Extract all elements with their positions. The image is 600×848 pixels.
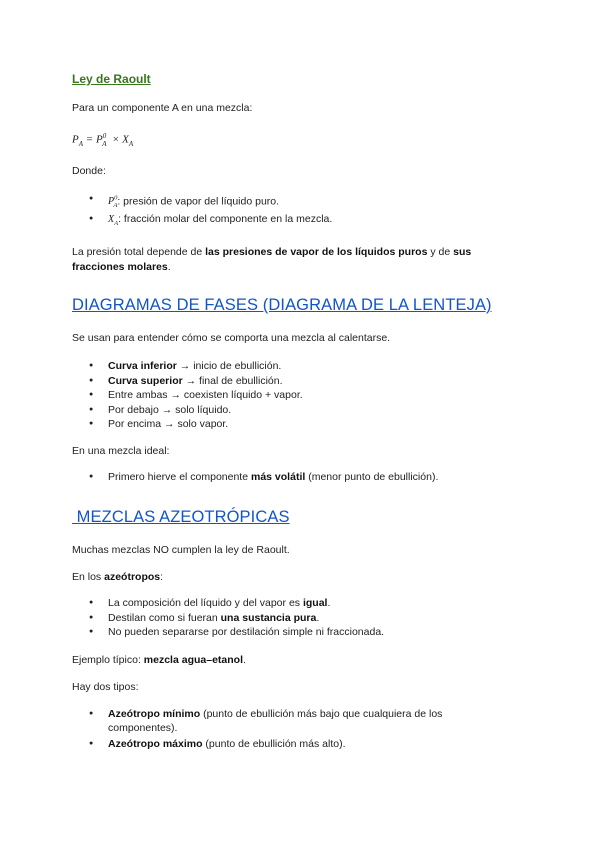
azeo-list (72, 596, 542, 640)
list-item: ● Por debajo → solo líquido. (72, 403, 542, 418)
ideal-label: En una mezcla ideal: (72, 445, 170, 457)
azeo-intro: Muchas mezclas NO cumplen la ley de Raoult. (72, 544, 290, 556)
list-item: ● $X_A$: fracción molar del componente en la mezcla. (72, 212, 542, 227)
list-item: ● Azeótropo mínimo (punto de ebullición más bajo que cualquiera de los componentes). (72, 707, 542, 737)
raoult-intro: Para un componente A en una mezcla: (72, 102, 253, 114)
list-item: ● Curva inferior → inicio de ebullición. (72, 359, 542, 374)
ideal-list (72, 470, 542, 485)
list-item: ● No pueden separarse por destilación simple ni fraccionada. (72, 625, 542, 640)
list-item: ● Curva superior → final de ebullición. (72, 374, 542, 389)
heading-raoult: Ley de Raoult (72, 72, 151, 86)
tipos-list (72, 707, 542, 752)
raoult-total-line2: fracciones molares. (72, 261, 171, 273)
azeotropos-label: En los azeótropos: (72, 571, 164, 583)
heading-diagramas: DIAGRAMAS DE FASES (DIAGRAMA DE LA LENTEJA) (72, 296, 492, 314)
list-item: ● Por encima → solo vapor. (72, 417, 542, 432)
list-item: ● $P^0_A$: presión de vapor del líquido puro. (72, 192, 542, 207)
raoult-formula: $P_A = P^0_A \times X_A$ (72, 132, 134, 148)
raoult-total-line1: La presión total depende de las presiones de vapor de los líquidos puros y de sus (72, 246, 472, 258)
list-item: ● Entre ambas → coexisten líquido + vapor. (72, 388, 542, 403)
list-item: ● Primero hierve el componente más volátil (menor punto de ebullición). (72, 470, 542, 485)
list-item: ● La composición del líquido y del vapor es igual. (72, 596, 542, 611)
diagramas-intro: Se usan para entender cómo se comporta una mezcla al calentarse. (72, 332, 391, 344)
list-item: ● Azeótropo máximo (punto de ebullición más alto). (72, 737, 542, 752)
tipos-label: Hay dos tipos: (72, 681, 139, 693)
list-item: ● Destilan como si fueran una sustancia pura. (72, 611, 542, 626)
diagramas-list (72, 359, 542, 432)
heading-azeotropicas: MEZCLAS AZEOTRÓPICAS (72, 508, 290, 526)
ejemplo-line: Ejemplo típico: mezcla agua–etanol. (72, 654, 246, 666)
raoult-definitions (72, 192, 542, 226)
donde-label: Donde: (72, 165, 106, 177)
